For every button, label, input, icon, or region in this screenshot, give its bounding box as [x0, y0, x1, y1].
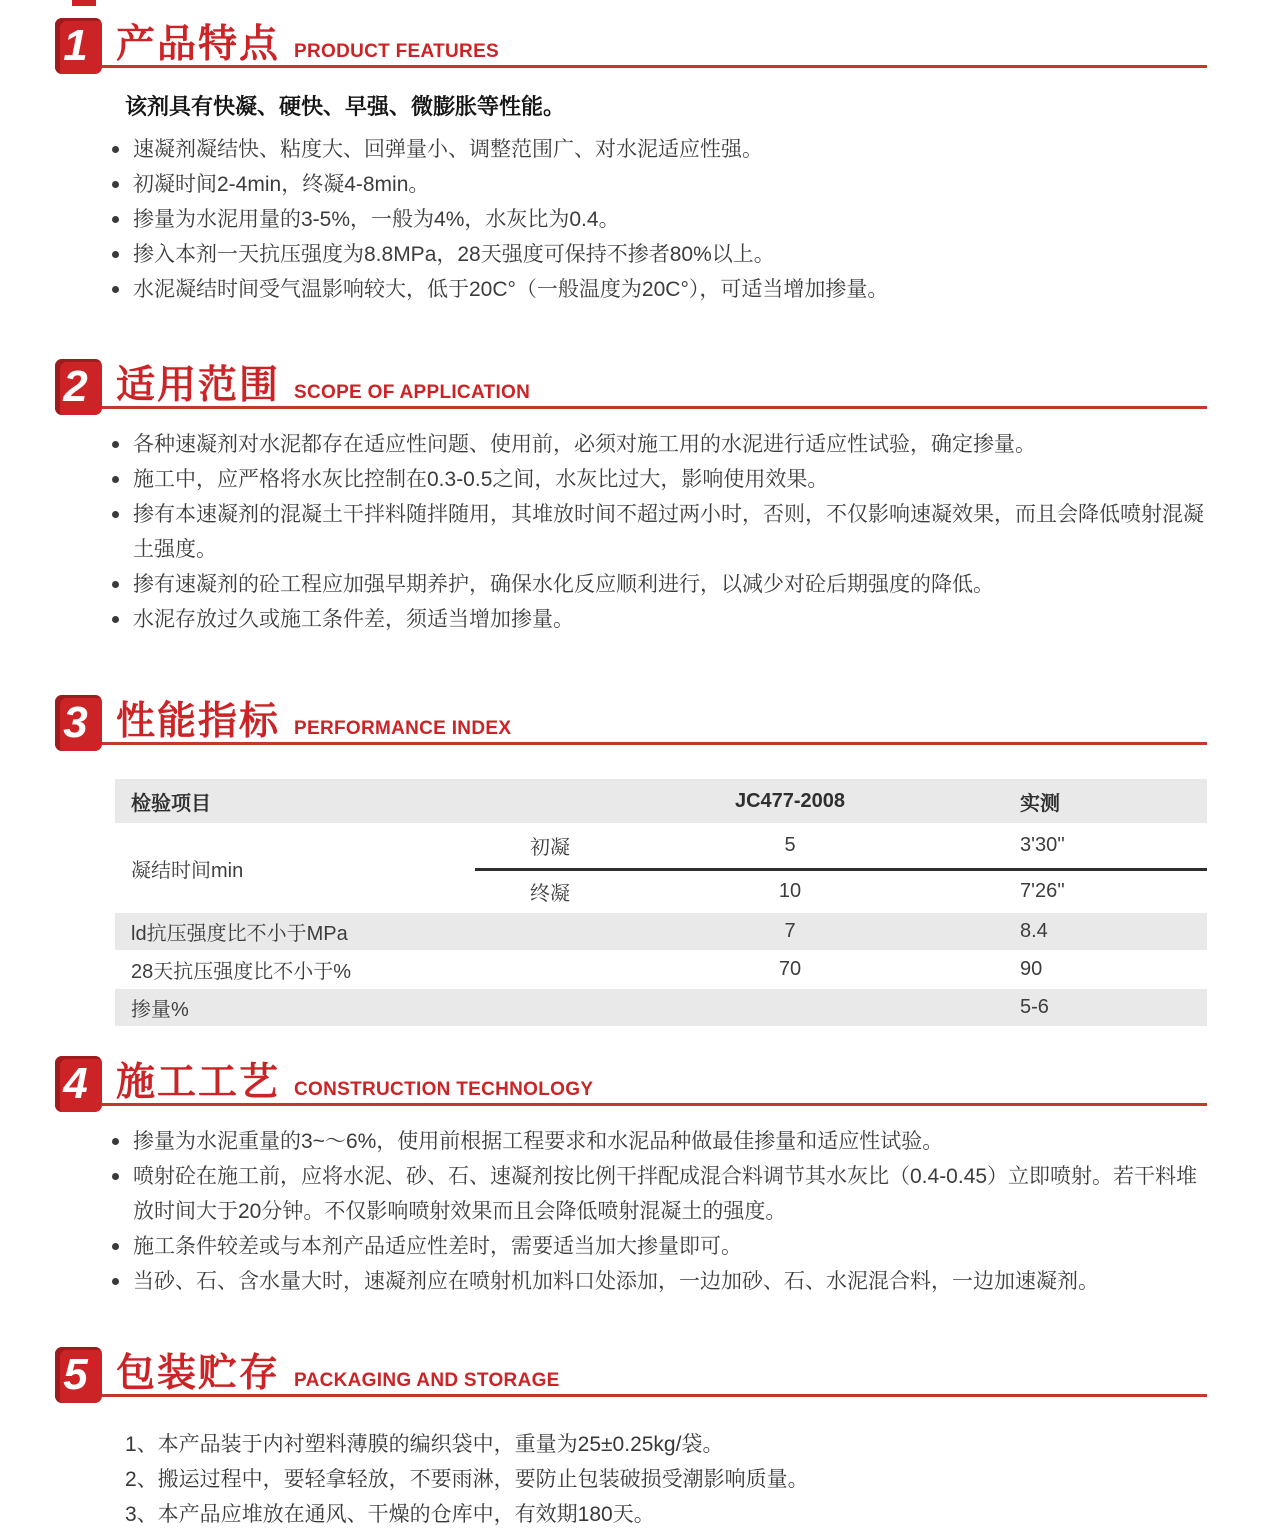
section-title-area	[102, 18, 1207, 68]
table-row	[115, 913, 1207, 950]
section-title-en: SCOPE OF APPLICATION	[294, 382, 531, 403]
bullet-list	[110, 132, 1218, 307]
section-title-en: CONSTRUCTION TECHNOLOGY	[294, 1079, 594, 1100]
list-item	[110, 427, 1218, 462]
table-row	[115, 823, 1207, 869]
cell-empty	[475, 913, 625, 950]
section-title-area	[102, 359, 1207, 409]
list-item	[110, 237, 1218, 272]
cell-final-measured: 7'26''	[1020, 880, 1065, 903]
list-item	[110, 1229, 1218, 1264]
bullet-dot-icon	[112, 1138, 119, 1145]
section-body	[110, 1124, 1218, 1299]
cell-28d-strength-measured: 90	[1020, 958, 1043, 980]
list-item	[110, 462, 1218, 497]
numbered-item: 2、搬运过程中，要轻拿轻放，不要雨淋，要防止包装破损受潮影响质量。	[125, 1468, 809, 1491]
bullet-dot-icon	[112, 181, 119, 188]
bullet-dot-icon	[112, 511, 119, 518]
cell-empty	[475, 989, 625, 1026]
col-header-measured: 实测	[1020, 792, 1060, 815]
section-number-badge: 4	[55, 1056, 102, 1112]
section-header	[55, 18, 1207, 76]
list-item-text: 施工条件较差或与本剂产品适应性差时，需要适当加大掺量即可。	[133, 1235, 742, 1258]
list-item	[110, 1124, 1218, 1159]
section-number-badge: 2	[55, 359, 102, 415]
section-header	[55, 359, 1207, 417]
bullet-dot-icon	[112, 1278, 119, 1285]
col-header-standard: JC477-2008	[734, 789, 846, 812]
bullet-dot-icon	[112, 1243, 119, 1250]
bullet-list	[110, 427, 1218, 637]
section-title-area	[102, 1056, 1207, 1106]
bullet-list	[110, 1124, 1218, 1299]
section-performance-index	[0, 695, 1280, 1026]
cell-setting-time-label: 凝结时间min	[131, 859, 244, 882]
section-title-cn: 施工工艺	[116, 1061, 281, 1104]
list-item-text: 速凝剂凝结快、粘度大、回弹量小、调整范围广、对水泥适应性强。	[133, 138, 763, 161]
numbered-item: 3、本产品应堆放在通风、干燥的仓库中，有效期180天。	[125, 1503, 655, 1526]
section-header	[55, 1056, 1207, 1114]
section-title-area	[102, 1347, 1207, 1397]
section-title-en: PERFORMANCE INDEX	[294, 718, 512, 739]
section-title-cn: 包装贮存	[116, 1352, 281, 1395]
list-item-text: 喷射砼在施工前，应将水泥、砂、石、速凝剂按比例干拌配成混合料调节其水灰比（0.4-0.45）立即喷射。若干料堆放时间大于20分钟。不仅影响喷射效果而且会降低喷射混凝土的强度。	[133, 1165, 1198, 1223]
bullet-dot-icon	[112, 581, 119, 588]
section-title-cn: 产品特点	[116, 23, 281, 66]
list-item	[110, 272, 1218, 307]
cell-final-standard: 10	[778, 880, 802, 903]
list-item	[110, 1264, 1218, 1299]
section-number-badge: 1	[55, 18, 102, 74]
bullet-dot-icon	[112, 286, 119, 293]
list-item-text: 掺量为水泥用量的3-5%，一般为4%，水灰比为0.4。	[133, 208, 620, 231]
section-title-area	[102, 695, 1207, 745]
cell-dosage-standard	[625, 989, 955, 1026]
section-body	[110, 1427, 1218, 1532]
cell-1d-strength-standard: 7	[784, 920, 796, 942]
list-item	[110, 202, 1218, 237]
table-row	[115, 950, 1207, 989]
list-item	[110, 167, 1218, 202]
section-body	[110, 427, 1218, 637]
bullet-dot-icon	[112, 616, 119, 623]
list-item-text: 掺有本速凝剂的混凝土干拌料随拌随用，其堆放时间不超过两小时，否则，不仅影响速凝效果，而且会降低喷射混凝土强度。	[133, 503, 1204, 561]
numbered-item: 1、本产品装于内衬塑料薄膜的编织袋中，重量为25±0.25kg/袋。	[125, 1433, 724, 1456]
cell-final-label: 终凝	[530, 883, 570, 906]
bullet-dot-icon	[112, 146, 119, 153]
list-item	[110, 602, 1218, 637]
list-item-text: 当砂、石、含水量大时，速凝剂应在喷射机加料口处添加，一边加砂、石、水泥混合料，一边加速凝剂。	[133, 1270, 1099, 1293]
cell-dosage-measured: 5-6	[1020, 996, 1049, 1018]
numbered-list	[110, 1427, 1218, 1532]
section-title-en: PRODUCT FEATURES	[294, 41, 500, 62]
list-item-text: 初凝时间2-4min，终凝4-8min。	[133, 173, 430, 196]
cell-initial-standard: 5	[625, 823, 955, 869]
list-item-text: 掺有速凝剂的砼工程应加强早期养护，确保水化反应顺利进行，以减少对砼后期强度的降低。	[133, 573, 994, 596]
section-header	[55, 695, 1207, 753]
list-item-text: 掺入本剂一天抗压强度为8.8MPa，28天强度可保持不掺者80%以上。	[133, 243, 775, 266]
page-edge-artifact	[72, 0, 96, 6]
section-title-cn: 性能指标	[116, 700, 281, 743]
cell-initial-label: 初凝	[475, 823, 625, 869]
bullet-dot-icon	[112, 441, 119, 448]
list-item-text: 水泥凝结时间受气温影响较大，低于20C°（一般温度为20C°），可适当增加掺量。	[133, 278, 889, 301]
cell-1d-strength-measured: 8.4	[1020, 920, 1048, 942]
cell-empty	[475, 950, 625, 989]
cell-1d-strength-label: ld抗压强度比不小于MPa	[131, 923, 348, 945]
cell-initial-measured: 3'30''	[955, 823, 1207, 869]
col-header-empty	[475, 779, 625, 823]
performance-index-table	[115, 779, 1207, 1026]
col-header-test-item: 检验项目	[131, 792, 211, 815]
section-packaging-storage	[0, 1347, 1280, 1532]
bullet-dot-icon	[112, 476, 119, 483]
list-item	[110, 497, 1218, 567]
bullet-dot-icon	[112, 216, 119, 223]
section-title-en: PACKAGING AND STORAGE	[294, 1370, 560, 1391]
section-scope-of-application	[0, 359, 1280, 637]
section-number-badge: 5	[55, 1347, 102, 1403]
cell-28d-strength-label: 28天抗压强度比不小于%	[131, 961, 352, 983]
section-construction-technology	[0, 1056, 1280, 1299]
bullet-dot-icon	[112, 251, 119, 258]
list-item-text: 施工中，应严格将水灰比控制在0.3-0.5之间，水灰比过大，影响使用效果。	[133, 468, 829, 491]
cell-28d-strength-standard: 70	[778, 958, 802, 980]
section-product-features	[0, 0, 1280, 307]
section-body	[110, 92, 1218, 307]
section-header	[55, 1347, 1207, 1405]
list-item	[110, 1159, 1218, 1229]
bullet-dot-icon	[112, 1173, 119, 1180]
list-item	[110, 567, 1218, 602]
table-row	[115, 989, 1207, 1026]
section-number-badge: 3	[55, 695, 102, 751]
list-item-text: 掺量为水泥重量的3~～6%，使用前根据工程要求和水泥品种做最佳掺量和适应性试验。	[133, 1130, 944, 1153]
list-item-text: 水泥存放过久或施工条件差，须适当增加掺量。	[133, 608, 574, 631]
intro-statement: 该剂具有快凝、硬快、早强、微膨胀等性能。	[125, 94, 566, 119]
cell-dosage-label: 掺量%	[131, 999, 189, 1021]
table-header-row	[115, 779, 1207, 823]
list-item	[110, 132, 1218, 167]
list-item-text: 各种速凝剂对水泥都存在适应性问题、使用前，必须对施工用的水泥进行适应性试验，确定掺量。	[133, 433, 1036, 456]
section-title-cn: 适用范围	[116, 364, 281, 407]
